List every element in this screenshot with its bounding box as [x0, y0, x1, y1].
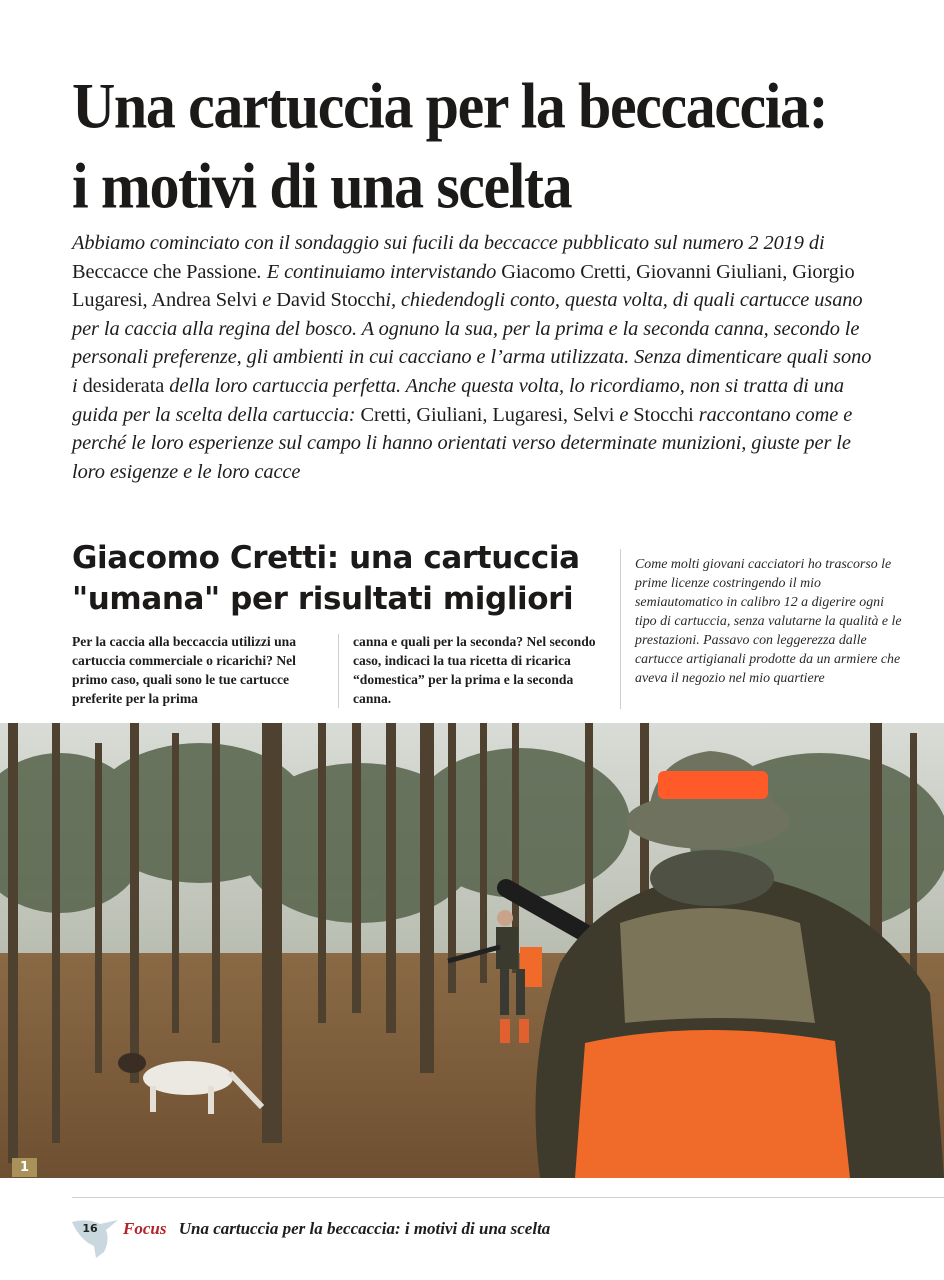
column-divider	[620, 549, 621, 709]
lead-segment: Cretti, Giuliani, Lugaresi, Selvi	[360, 403, 620, 426]
title-line-2: i motivi di una scelta	[72, 150, 572, 222]
interview-question-col1: Per la caccia alla beccaccia utilizzi una cartuccia commerciale o ricarichi? Nel primo caso, quali sono le tue cartucce preferite per la prima	[72, 634, 296, 706]
page-number: 16	[82, 1222, 98, 1235]
lead-segment: raccontano come e perché le loro esperienze sul campo li hanno orientati verso determinate munizioni, giuste per le loro esigenze e le loro cacce	[72, 403, 853, 483]
photo-number-badge: 1	[12, 1158, 37, 1177]
lead-segment: Stocchi	[633, 403, 699, 426]
lead-paragraph	[72, 229, 872, 486]
lead-segment: Abbiamo cominciato con il sondaggio sui fucili da beccacce pubblicato sul numero 2 2019	[72, 232, 809, 254]
section-heading-line-2: "umana" per risultati migliori	[72, 581, 574, 617]
lead-segment: di	[808, 232, 825, 254]
lead-segment: e	[619, 403, 634, 426]
lead-segment: David Stocch	[276, 289, 386, 312]
interview-question-col2: canna e quali per la seconda? Nel secondo caso, indicaci la tua ricetta di ricarica “domestica” per la prima e la seconda canna.	[353, 634, 596, 706]
lead-segment: Giacomo Cretti, Giovanni Giuliani, Giorgio Lugaresi, Andrea Selvi	[72, 260, 855, 312]
lead-segment: i, chiedendogli conto, questa volta, di quali cartucce usano per la caccia alla regina del bosco. A ognuno la sua, per la prima e la seconda canna, secondo le personali preferenze, gli ambienti in cui cacciano e l’arma utilizzata. Senza dimenticare quali sono i	[72, 289, 872, 397]
section-heading	[72, 538, 612, 620]
footer-divider	[72, 1197, 944, 1198]
article-title	[72, 66, 932, 226]
lead-segment: Beccacce che Passione	[72, 260, 257, 283]
lead-segment: . E continuiamo intervistando	[256, 260, 502, 283]
lead-segment: desiderata	[82, 374, 170, 397]
photo-illustration	[0, 723, 944, 1178]
footer-running-title: Una cartuccia per la beccaccia: i motivi di una scelta	[178, 1219, 551, 1238]
hunting-photo	[0, 723, 944, 1178]
lead-segment: e	[262, 289, 277, 312]
lead-segment: della loro cartuccia perfetta. Anche questa volta, lo ricordiamo, non si tratta di una guida per la scelta della cartuccia:	[72, 374, 845, 426]
title-line-1: Una cartuccia per la beccaccia:	[72, 70, 828, 142]
woodcock-logo-icon	[70, 1214, 120, 1260]
column-divider	[338, 634, 339, 708]
running-footer	[123, 1219, 550, 1239]
section-heading-line-1: Giacomo Cretti: una cartuccia	[72, 540, 580, 576]
interview-answer: Come molti giovani cacciatori ho trascorso le prime licenze costringendo il mio semiautomatico in calibro 12 a digerire ogni tipo di cartuccia, senza valutarne la qualità e le prestazioni. Passavo con leggerezza dalle cartucce artigianali prodotte da un armiere che aveva il negozio nel mio quartiere	[635, 557, 902, 686]
footer-section-label: Focus	[123, 1219, 167, 1238]
